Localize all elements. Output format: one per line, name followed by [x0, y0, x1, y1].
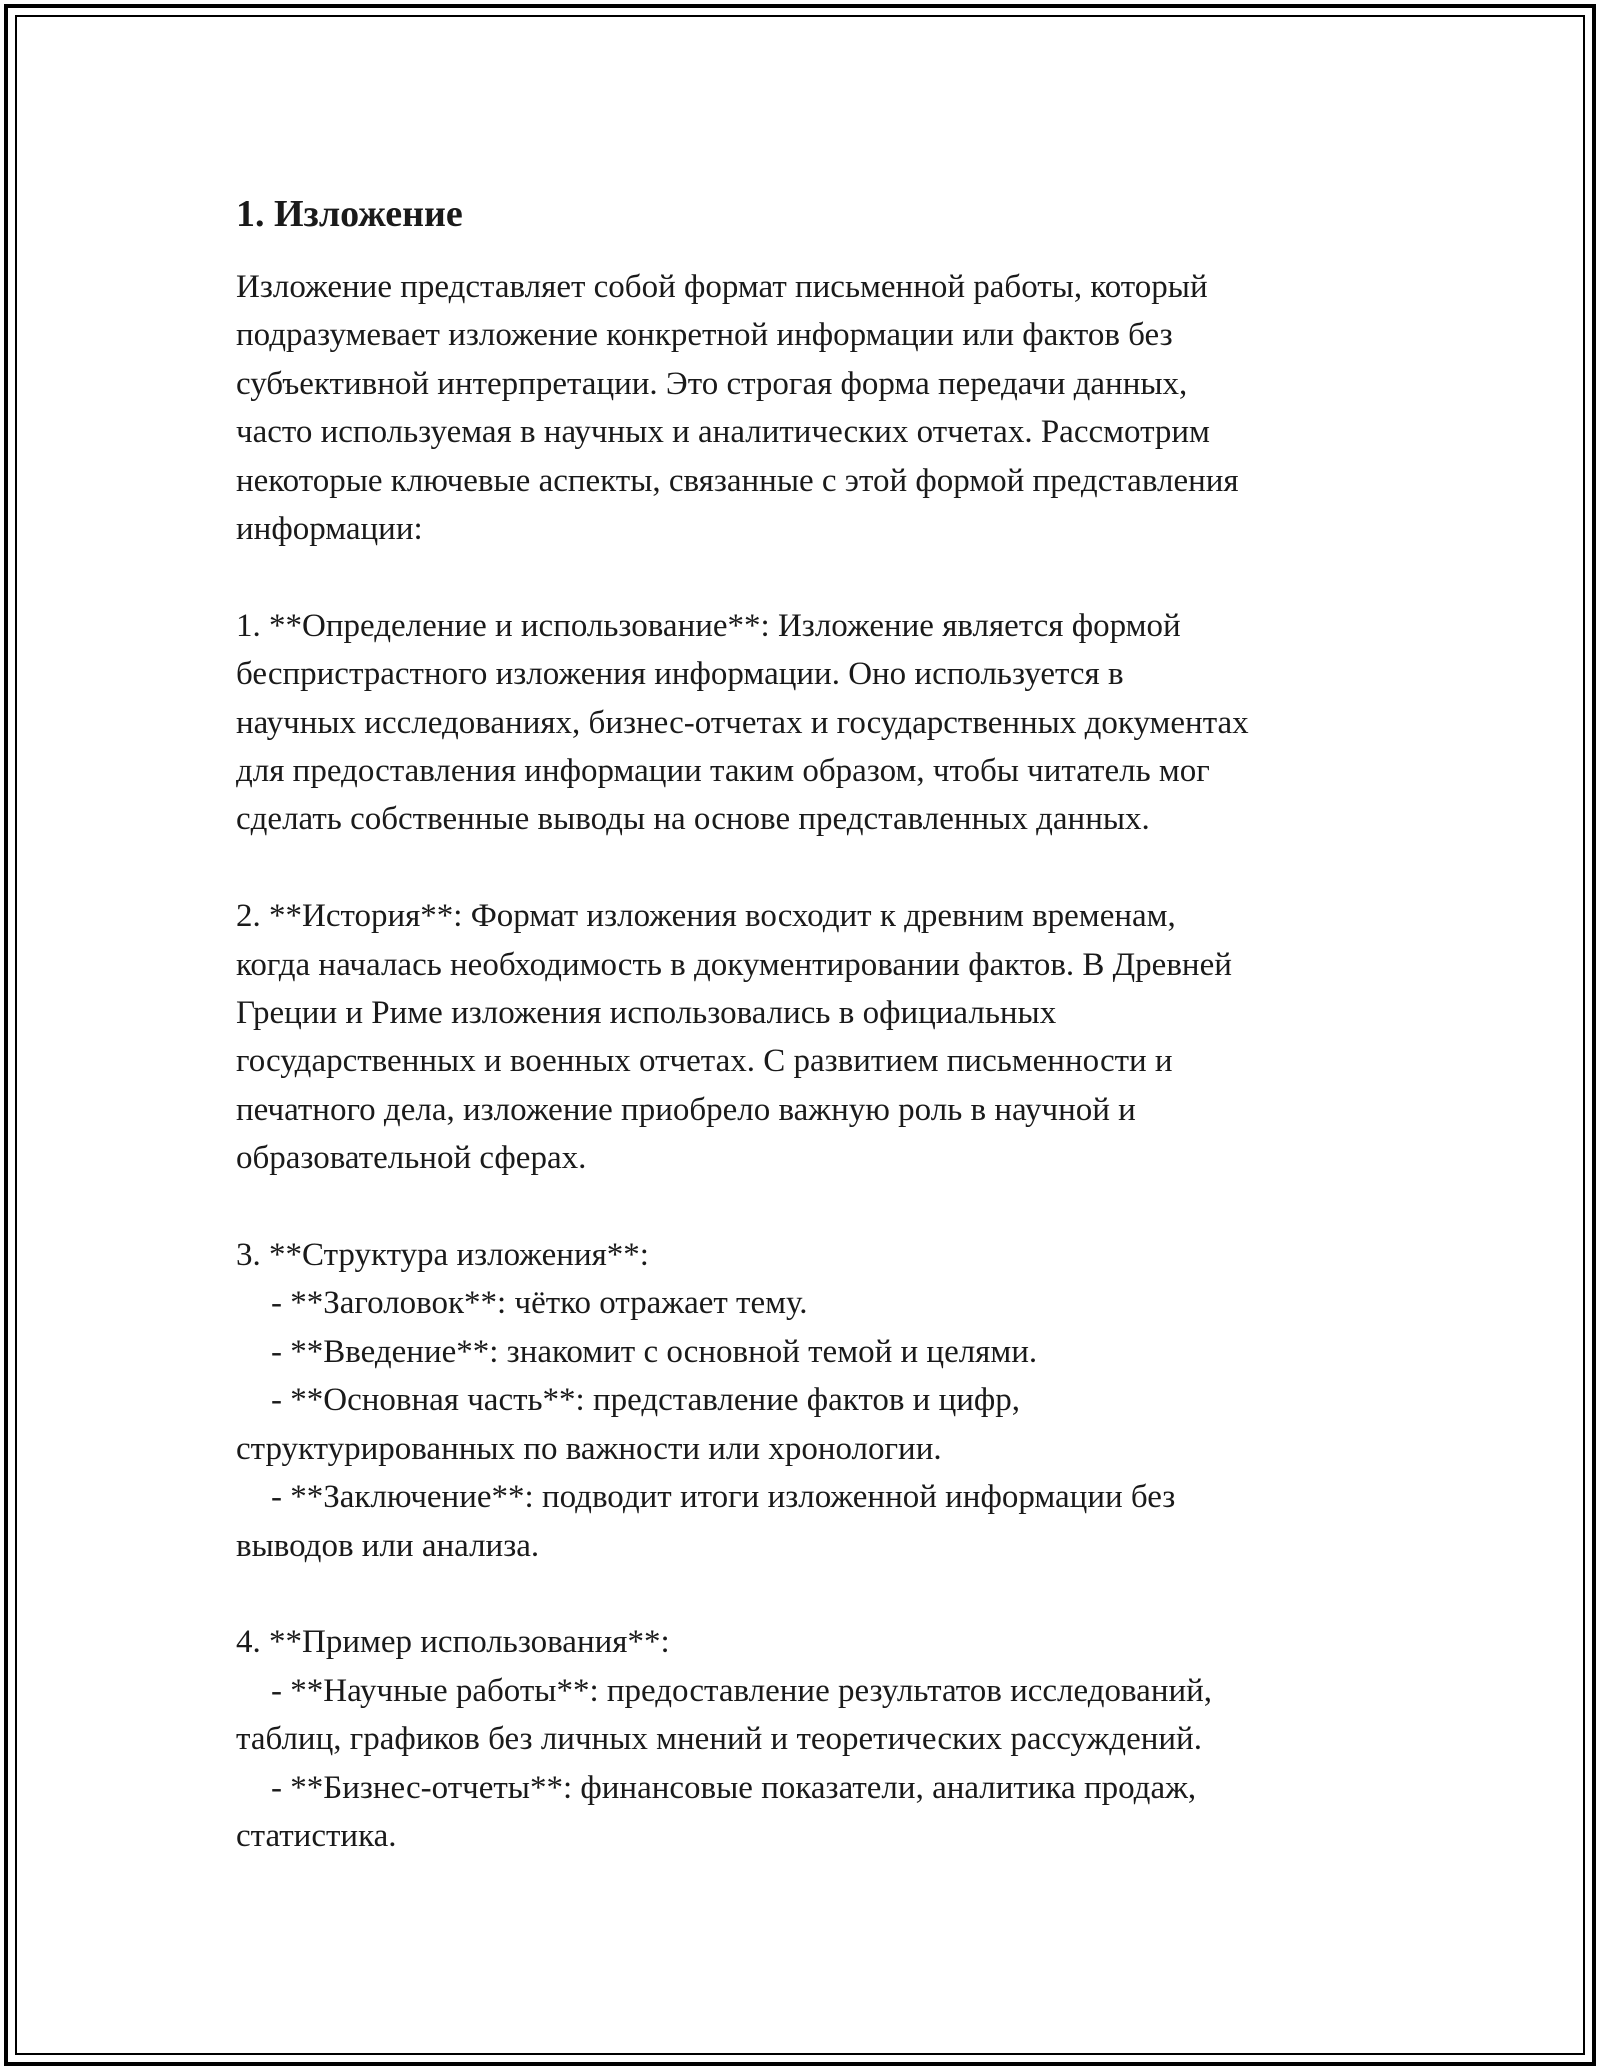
paragraph-spacer — [236, 1183, 1416, 1231]
list-item-line: - **Научные работы**: предоставление результатов исследований, — [271, 1672, 1213, 1709]
text-line: структурированных по важности или хронологии. — [236, 1430, 942, 1467]
text-line: 3. **Структура изложения**: — [236, 1237, 649, 1274]
paragraph-spacer — [236, 1570, 1416, 1618]
text-line: печатного дела, изложение приобрело важную роль в научной и — [236, 1091, 1136, 1128]
text-line: когда началась необходимость в документировании фактов. В Древней — [236, 946, 1232, 983]
paragraph-spacer — [236, 844, 1416, 892]
paragraph-spacer — [236, 553, 1416, 601]
text-line: выводов или анализа. — [236, 1527, 540, 1564]
text-line: беспристрастного изложения информации. Оно используется в — [236, 656, 1124, 693]
text-line: сделать собственные выводы на основе представленных данных. — [236, 801, 1150, 838]
section-history — [236, 892, 1416, 1182]
text-line: 1. **Определение и использование**: Изложение является формой — [236, 607, 1181, 644]
text-line: часто используемая в научных и аналитических отчетах. Рассмотрим — [236, 414, 1210, 451]
list-item-line: - **Заключение**: подводит итоги изложенной информации без — [271, 1479, 1176, 1516]
list-item-line: - **Введение**: знакомит с основной темой и целями. — [271, 1333, 1038, 1370]
section-structure — [236, 1231, 1416, 1570]
document-body — [236, 190, 1416, 1860]
list-item-line: - **Основная часть**: представление фактов и цифр, — [271, 1382, 1021, 1419]
text-line: 4. **Пример использования**: — [236, 1624, 670, 1661]
text-line: для предоставления информации таким образом, чтобы читатель мог — [236, 753, 1210, 790]
text-line: таблиц, графиков без личных мнений и теоретических рассуждений. — [236, 1721, 1202, 1758]
text-line: подразумевает изложение конкретной информации или фактов без — [236, 317, 1173, 354]
document-title: 1. Изложение — [236, 193, 463, 235]
text-line: субъективной интерпретации. Это строгая форма передачи данных, — [236, 365, 1188, 402]
text-line: 2. **История**: Формат изложения восходит к древним временам, — [236, 898, 1176, 935]
section-examples — [236, 1618, 1416, 1860]
section-definition — [236, 602, 1416, 844]
text-line: образовательной сферах. — [236, 1140, 587, 1177]
text-line: Изложение представляет собой формат письменной работы, который — [236, 269, 1208, 305]
text-line: научных исследованиях, бизнес-отчетах и государственных документах — [236, 704, 1249, 741]
text-line: Греции и Риме изложения использовались в официальных — [236, 995, 1057, 1032]
text-line: статистика. — [236, 1817, 397, 1854]
text-line: государственных и военных отчетах. С развитием письменности и — [236, 1043, 1173, 1080]
list-item-line: - **Бизнес-отчеты**: финансовые показатели, аналитика продаж, — [271, 1769, 1197, 1806]
text-line: некоторые ключевые аспекты, связанные с этой формой представления — [236, 462, 1239, 499]
text-line: информации: — [236, 511, 423, 548]
list-item-line: - **Заголовок**: чётко отражает тему. — [271, 1285, 808, 1322]
intro-paragraph — [236, 263, 1416, 553]
